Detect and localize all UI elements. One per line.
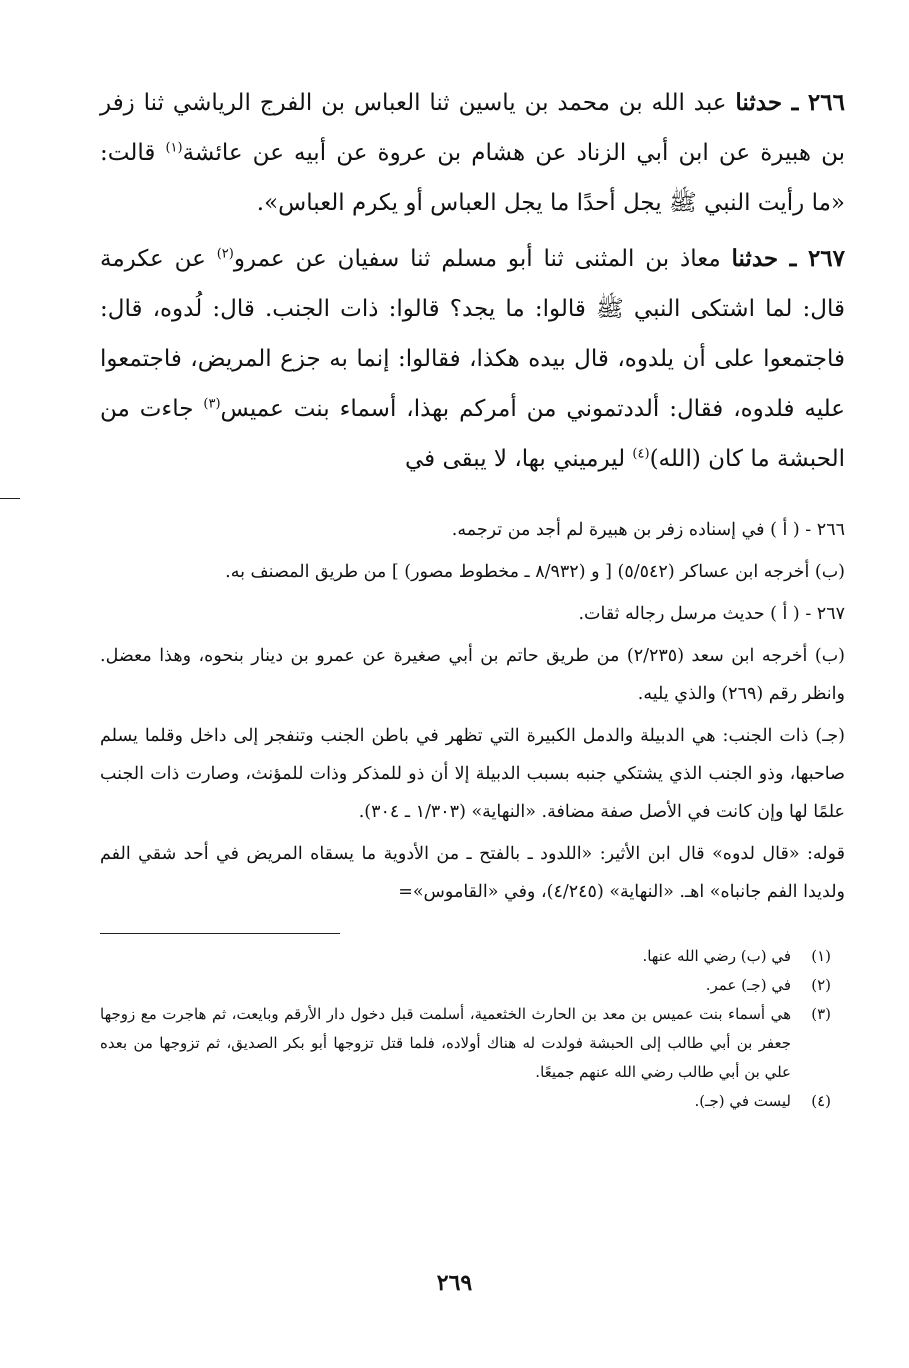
- book-page: [100, 78, 845, 1116]
- hadith-text-cont: قالت: «ما رأيت النبي ﷺ يجل أحدًا ما يجل العباس أو يكرم العباس».: [100, 140, 845, 216]
- footnote: [100, 942, 845, 971]
- main-text: [100, 78, 845, 484]
- footnote-ref: (٢): [216, 246, 234, 262]
- hadith-lead-word: حدثنا: [731, 245, 779, 272]
- hadith-number: ٢٦٧: [807, 245, 845, 272]
- hadith-number: ٢٦٦: [807, 89, 845, 116]
- footnote-ref: (٣): [203, 396, 221, 412]
- footnote-text: في (ب) رضي الله عنها.: [642, 947, 791, 965]
- commentary-section: [100, 511, 845, 911]
- footnote-text: في (جـ) عمر.: [705, 976, 791, 994]
- footnote-text: هي أسماء بنت عميس بن معد بن الحارث الخثعمية، أسلمت قبل دخول دار الأرقم وبايعت، ثم هاجرت مع زوجها جعفر بن أبي طالب إلى الحبشة فولدت له هناك أولاده، فلما قتل تزوجها أبو بكر الصديق، ثم تزوجها من بعده علي بن أبي طالب رضي الله عنهم جميعًا.: [100, 1005, 791, 1081]
- commentary-paragraph: (ب) أخرجه ابن سعد (٢/٢٣٥) من طريق حاتم بن أبي صغيرة عن عمرو بن دينار بنحوه، وهذا معضل. وانظر رقم (٢٦٩) والذي يليه.: [100, 646, 845, 704]
- hadith-text-cont: ليرميني بها، لا يبقى في: [404, 446, 633, 472]
- footnote-text: ليست في (جـ).: [694, 1092, 791, 1110]
- footnote-ref: (٤): [632, 446, 650, 462]
- hadith-dash: ـ: [782, 89, 808, 116]
- hadith-dash: ـ: [778, 245, 808, 272]
- footnotes-section: [100, 942, 845, 1116]
- footnote-ref: (١): [165, 140, 183, 156]
- commentary-paragraph: ٢٦٦ - ( أ ) في إسناده زفر بن هبيرة لم أجد من ترجمه.: [451, 520, 845, 540]
- footnote-number: (٢): [811, 976, 831, 994]
- commentary-divider: [0, 498, 20, 499]
- footnote: [100, 1087, 845, 1116]
- commentary-paragraph: (جـ) ذات الجنب: هي الدبيلة والدمل الكبيرة التي تظهر في باطن الجنب وتنفجر إلى داخل وقلما يسلم صاحبها، وذو الجنب الذي يشتكي جنبه بسبب الدبيلة إلا أن ذو للمذكر وذات للمؤنث، وصارت ذات الجنب علمًا لها وإن كانت في الأصل صفة مضافة. «النهاية» (١/٣٠٣ ـ ٣٠٤).: [100, 726, 845, 822]
- hadith-266: [100, 78, 845, 228]
- footnote-number: (٣): [811, 1005, 831, 1023]
- page-number: ٢٦٩: [436, 1270, 473, 1296]
- hadith-text: عبد الله بن محمد بن ياسين ثنا العباس بن الفرج الرياشي ثنا زفر بن هبيرة عن ابن أبي الزناد عن هشام بن عروة عن أبيه عن عائشة: [100, 90, 845, 166]
- footnote: [100, 1000, 845, 1087]
- footnote: [100, 971, 845, 1000]
- hadith-text: معاذ بن المثنى ثنا أبو مسلم ثنا سفيان عن عمرو: [233, 246, 732, 272]
- hadith-267: [100, 234, 845, 484]
- footnote-number: (١): [811, 947, 831, 965]
- footnotes-divider: [100, 933, 340, 934]
- hadith-text-cont: عن عكرمة قال: لما اشتكى النبي ﷺ قالوا: ما يجد؟ قالوا: ذات الجنب. قال: لُدوه، قال: فاجتمعوا على أن يلدوه، قال بيده هكذا، فقالوا: إنما به جزع المريض، فاجتمعوا عليه فلدوه، فقال: ألددتموني من أمركم بهذا، أسماء بنت عميس: [100, 246, 845, 422]
- footnote-number: (٤): [811, 1092, 831, 1110]
- commentary-paragraph: ٢٦٧ - ( أ ) حديث مرسل رجاله ثقات.: [578, 604, 845, 624]
- commentary-paragraph: قوله: «قال لدوه» قال ابن الأثير: «اللدود ـ بالفتح ـ من الأدوية ما يسقاه المريض في أحد شقي الفم ولديدا الفم جانباه» اهـ. «النهاية» (٤/٢٤٥)، وفي «القاموس»=: [100, 844, 845, 902]
- hadith-lead-word: حدثنا: [735, 89, 783, 116]
- hadith-text-cont: جاءت من الحبشة ما كان (الله): [100, 396, 845, 472]
- commentary-paragraph: (ب) أخرجه ابن عساكر (٥/٥٤٢) [ و (٨/٩٣٢ ـ مخطوط مصور) ] من طريق المصنف به.: [225, 562, 845, 582]
